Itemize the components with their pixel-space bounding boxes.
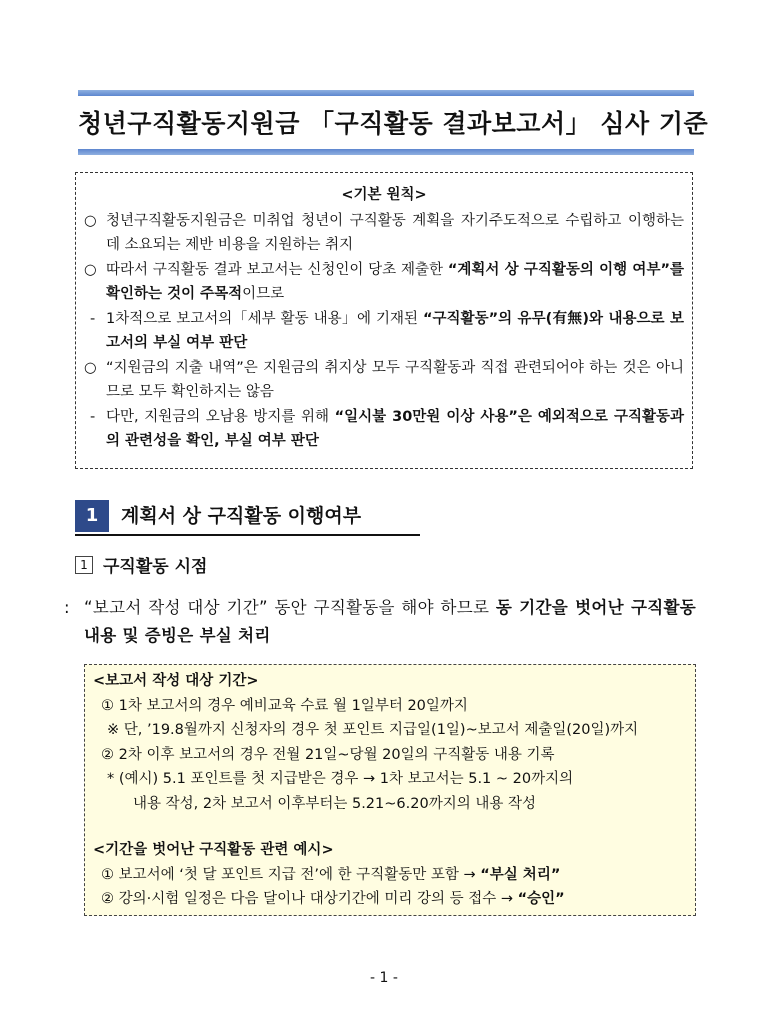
title-bottom-bar: [78, 149, 694, 155]
title-banner: [78, 90, 709, 155]
section-heading: [75, 498, 420, 536]
period-example: 내용 작성, 2차 보고서 이후부터는 5.21~6.20까지의 내용 작성: [133, 795, 536, 812]
subsection-number: 1: [75, 556, 93, 574]
principles-heading: <기본 원칙>: [341, 187, 427, 203]
page-title: 청년구직활동지원금 「구직활동 결과보고서」 심사 기준: [78, 109, 709, 138]
period-note: ※ 단, ’19.8월까지 신청자의 경우 첫 포인트 지급일(1일)~보고서 제출일(20일)까지: [107, 722, 639, 738]
period-box: [84, 664, 696, 916]
section-title: 계획서 상 구직활동 이행여부: [121, 505, 362, 527]
subsection-title: 구직활동 시점: [103, 557, 208, 577]
principle-item: ○ “지원금의 지출 내역”은 지원금의 취지상 모두 구직활동과 직접 관련되어야 하는 것은 아니므로 모두 확인하지는 않음: [84, 359, 684, 400]
intro-paragraph: : “보고서 작성 대상 기간” 동안 구직활동을 해야 하므로 동 기간을 벗어난 구직활동 내용 및 증빙은 부실 처리: [64, 598, 696, 645]
period-line: ② 2차 이후 보고서의 경우 전월 21일~당월 20일의 구직활동 내용 기록: [101, 746, 555, 763]
period-example: * (예시) 5.1 포인트를 첫 지급받은 경우 → 1차 보고서는 5.1 ~ 20까지의: [107, 771, 574, 787]
period-case: ② 강의·시험 일정은 다음 달이나 대상기간에 미리 강의 등 접수 → “승인”: [101, 891, 565, 907]
period-case: ① 보고서에 ‘첫 달 포인트 지급 전’에 한 구직활동만 포함 → “부실 처리”: [101, 866, 561, 883]
page-number: - 1 -: [370, 970, 398, 986]
subsection-heading: [75, 552, 207, 577]
period-heading: <보고서 작성 대상 기간>: [93, 673, 259, 689]
period-heading: <기간을 벗어난 구직활동 관련 예시>: [93, 842, 334, 858]
principles-box: [75, 172, 693, 469]
principle-item: ○ 청년구직활동지원금은 미취업 청년이 구직활동 계획을 자기주도적으로 수립하고 이행하는데 소요되는 제반 비용을 지원하는 취지: [84, 212, 684, 253]
period-line: ① 1차 보고서의 경우 예비교육 수료 월 1일부터 20일까지: [101, 697, 468, 714]
principle-item: - 1차적으로 보고서의「세부 활동 내용」에 기재된 “구직활동”의 유무(有無)와 내용으로 보고서의 부실 여부 판단: [90, 310, 684, 351]
principle-item: ○ 따라서 구직활동 결과 보고서는 신청인이 당초 제출한 “계획서 상 구직활동의 이행 여부”를 확인하는 것이 주목적이므로: [84, 261, 684, 302]
section-number: 1: [75, 500, 109, 532]
principle-item: - 다만, 지원금의 오남용 방지를 위해 “일시불 30만원 이상 사용”은 예외적으로 구직활동과의 관련성을 확인, 부실 여부 판단: [90, 408, 684, 449]
